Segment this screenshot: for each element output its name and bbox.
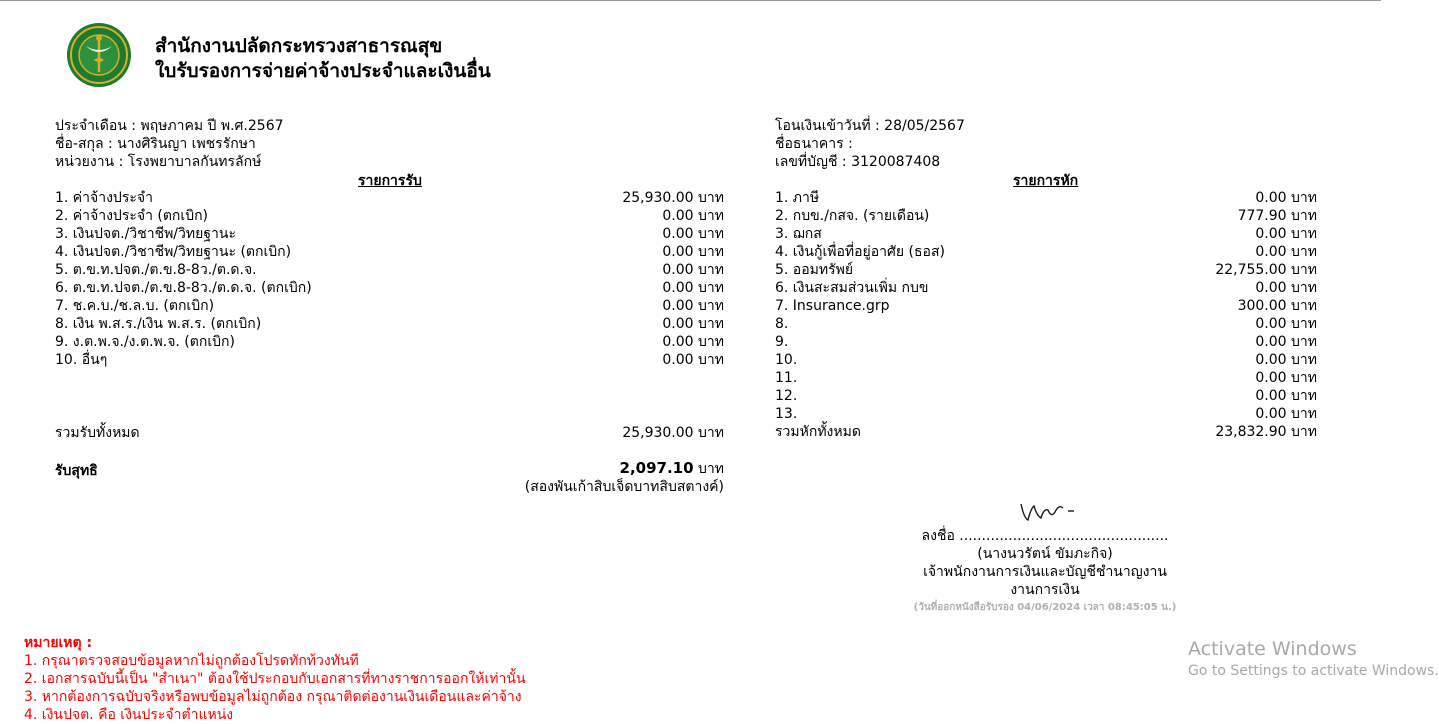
deduction-label: 7. Insurance.grp bbox=[775, 298, 890, 314]
org-name: สำนักงานปลัดกระทรวงสาธารณสุข bbox=[155, 35, 443, 57]
transfer-date: โอนเงินเข้าวันที่ : 28/05/2567 bbox=[775, 118, 965, 134]
remark-item: 3. หากต้องการฉบับจริงหรือพบข้อมูลไม่ถูกต้อง กรุณาติดต่องานเงินเดือนและค่าจ้าง bbox=[24, 689, 522, 705]
deduction-label: 12. bbox=[775, 388, 798, 404]
deduction-amount: 777.90 บาท bbox=[1237, 208, 1317, 224]
remark-item: 2. เอกสารฉบับนี้เป็น "สำเนา" ต้องใช้ประกอบกับเอกสารที่ทางราชการออกให้เท่านั้น bbox=[24, 671, 526, 687]
income-label: 3. เงินปจต./วิชาชีพ/วิทยฐานะ bbox=[55, 226, 236, 242]
deduction-total-amount: 23,832.90 บาท bbox=[1215, 424, 1317, 440]
deduction-row bbox=[775, 387, 1317, 405]
deduction-row bbox=[775, 207, 1317, 225]
pay-month: ประจำเดือน : พฤษภาคม ปี พ.ศ.2567 bbox=[55, 118, 284, 134]
deduction-amount: 0.00 บาท bbox=[1255, 388, 1317, 404]
deduction-amount: 22,755.00 บาท bbox=[1215, 262, 1317, 278]
income-total-amount: 25,930.00 บาท bbox=[622, 425, 724, 441]
signature-line: ลงชื่อ ............................................... bbox=[921, 528, 1169, 544]
deduction-row bbox=[775, 279, 1317, 297]
income-amount: 25,930.00 บาท bbox=[622, 190, 724, 206]
income-total-row bbox=[55, 424, 724, 442]
income-row bbox=[55, 279, 724, 297]
remarks-title: หมายเหตุ : bbox=[24, 635, 93, 651]
income-amount: 0.00 บาท bbox=[662, 244, 724, 260]
income-amount: 0.00 บาท bbox=[662, 298, 724, 314]
deduction-row bbox=[775, 261, 1317, 279]
net-pay-label: รับสุทธิ bbox=[55, 463, 98, 479]
net-pay-row bbox=[55, 458, 724, 480]
deduction-amount: 0.00 บาท bbox=[1255, 280, 1317, 296]
income-row bbox=[55, 189, 724, 207]
income-label: 4. เงินปจต./วิชาชีพ/วิทยฐานะ (ตกเบิก) bbox=[55, 244, 292, 260]
deduction-label: 9. bbox=[775, 334, 789, 350]
account-number: เลขที่บัญชี : 3120087408 bbox=[775, 154, 941, 170]
deduction-amount: 0.00 บาท bbox=[1255, 352, 1317, 368]
employee-name: ชื่อ-สกุล : นางศิรินญา เพชรรักษา bbox=[55, 136, 256, 152]
deduction-amount: 0.00 บาท bbox=[1255, 244, 1317, 260]
deduction-row bbox=[775, 333, 1317, 351]
deduction-row bbox=[775, 315, 1317, 333]
deduction-label: 5. ออมทรัพย์ bbox=[775, 262, 854, 278]
income-amount: 0.00 บาท bbox=[662, 226, 724, 242]
income-row bbox=[55, 207, 724, 225]
income-amount: 0.00 บาท bbox=[662, 208, 724, 224]
income-label: 10. อื่นๆ bbox=[55, 352, 108, 368]
issue-timestamp: (วันที่ออกหนังสือรับรอง 04/06/2024 เวลา 08:45:05 น.) bbox=[913, 602, 1177, 613]
income-row bbox=[55, 351, 724, 369]
deduction-label: 2. กบข./กสจ. (รายเดือน) bbox=[775, 208, 930, 224]
deduction-row bbox=[775, 351, 1317, 369]
deduction-row bbox=[775, 189, 1317, 207]
deduction-amount: 0.00 บาท bbox=[1255, 190, 1317, 206]
income-label: 5. ต.ข.ท.ปจต./ต.ข.8-8ว./ต.ด.จ. bbox=[55, 262, 257, 278]
income-total-label: รวมรับทั้งหมด bbox=[55, 425, 140, 441]
remark-item: 1. กรุณาตรวจสอบข้อมูลหากไม่ถูกต้องโปรดทักท้วงทันที bbox=[24, 653, 359, 669]
ministry-logo-icon bbox=[66, 22, 132, 88]
income-amount: 0.00 บาท bbox=[662, 280, 724, 296]
deduction-total-row bbox=[775, 423, 1317, 441]
income-row bbox=[55, 315, 724, 333]
handwritten-signature-icon bbox=[1018, 496, 1078, 526]
income-label: 8. เงิน พ.ส.ร./เงิน พ.ส.ร. (ตกเบิก) bbox=[55, 316, 262, 332]
document-title: ใบรับรองการจ่ายค่าจ้างประจำและเงินอื่น bbox=[155, 60, 491, 82]
income-row bbox=[55, 225, 724, 243]
deduction-amount: 0.00 บาท bbox=[1255, 226, 1317, 242]
income-label: 6. ต.ข.ท.ปจต./ต.ข.8-8ว./ต.ด.จ. (ตกเบิก) bbox=[55, 280, 312, 296]
deduction-row bbox=[775, 405, 1317, 423]
income-row bbox=[55, 297, 724, 315]
activate-windows-hint: Go to Settings to activate Windows. bbox=[1188, 663, 1439, 679]
net-pay-amount: 2,097.10 bbox=[619, 459, 694, 477]
net-pay-in-words: (สองพันเก้าสิบเจ็ดบาทสิบสตางค์) bbox=[524, 479, 724, 495]
deductions-heading: รายการหัก bbox=[1013, 173, 1079, 189]
signer-department: งานการเงิน bbox=[1010, 582, 1080, 598]
deduction-label: 8. bbox=[775, 316, 789, 332]
signer-name: (นางนวรัตน์ ขัมภะกิจ) bbox=[977, 546, 1113, 562]
deduction-total-label: รวมหักทั้งหมด bbox=[775, 424, 861, 440]
deduction-row bbox=[775, 225, 1317, 243]
deduction-label: 13. bbox=[775, 406, 798, 422]
deduction-label: 11. bbox=[775, 370, 798, 386]
deduction-amount: 0.00 บาท bbox=[1255, 406, 1317, 422]
net-pay-unit: บาท bbox=[698, 461, 724, 477]
income-label: 9. ง.ต.พ.จ./ง.ต.พ.จ. (ตกเบิก) bbox=[55, 334, 235, 350]
top-border bbox=[0, 0, 1381, 1]
remark-item: 4. เงินปจต. คือ เงินประจำตำแหน่ง bbox=[24, 707, 234, 723]
income-label: 1. ค่าจ้างประจำ bbox=[55, 190, 153, 206]
deduction-label: 3. ฌกส bbox=[775, 226, 822, 242]
work-unit: หน่วยงาน : โรงพยาบาลกันทรลักษ์ bbox=[55, 154, 262, 170]
income-row bbox=[55, 243, 724, 261]
income-amount: 0.00 บาท bbox=[662, 352, 724, 368]
deduction-row bbox=[775, 243, 1317, 261]
deduction-row bbox=[775, 297, 1317, 315]
deduction-amount: 0.00 บาท bbox=[1255, 334, 1317, 350]
deduction-label: 4. เงินกู้เพื่อที่อยู่อาศัย (ธอส) bbox=[775, 244, 945, 260]
income-label: 7. ช.ค.บ./ช.ล.บ. (ตกเบิก) bbox=[55, 298, 215, 314]
income-amount: 0.00 บาท bbox=[662, 334, 724, 350]
income-label: 2. ค่าจ้างประจำ (ตกเบิก) bbox=[55, 208, 209, 224]
income-row bbox=[55, 333, 724, 351]
deduction-label: 6. เงินสะสมส่วนเพิ่ม กบข bbox=[775, 280, 929, 296]
bank-name: ชื่อธนาคาร : bbox=[775, 136, 853, 152]
deduction-amount: 0.00 บาท bbox=[1255, 370, 1317, 386]
deduction-amount: 0.00 บาท bbox=[1255, 316, 1317, 332]
income-heading: รายการรับ bbox=[358, 173, 422, 189]
deduction-row bbox=[775, 369, 1317, 387]
income-row bbox=[55, 261, 724, 279]
income-amount: 0.00 บาท bbox=[662, 262, 724, 278]
deduction-label: 1. ภาษี bbox=[775, 190, 820, 206]
income-amount: 0.00 บาท bbox=[662, 316, 724, 332]
signer-position: เจ้าพนักงานการเงินและบัญชีชำนาญงาน bbox=[923, 564, 1167, 580]
deduction-label: 10. bbox=[775, 352, 798, 368]
deduction-amount: 300.00 บาท bbox=[1237, 298, 1317, 314]
activate-windows-watermark: Activate Windows bbox=[1188, 638, 1357, 660]
